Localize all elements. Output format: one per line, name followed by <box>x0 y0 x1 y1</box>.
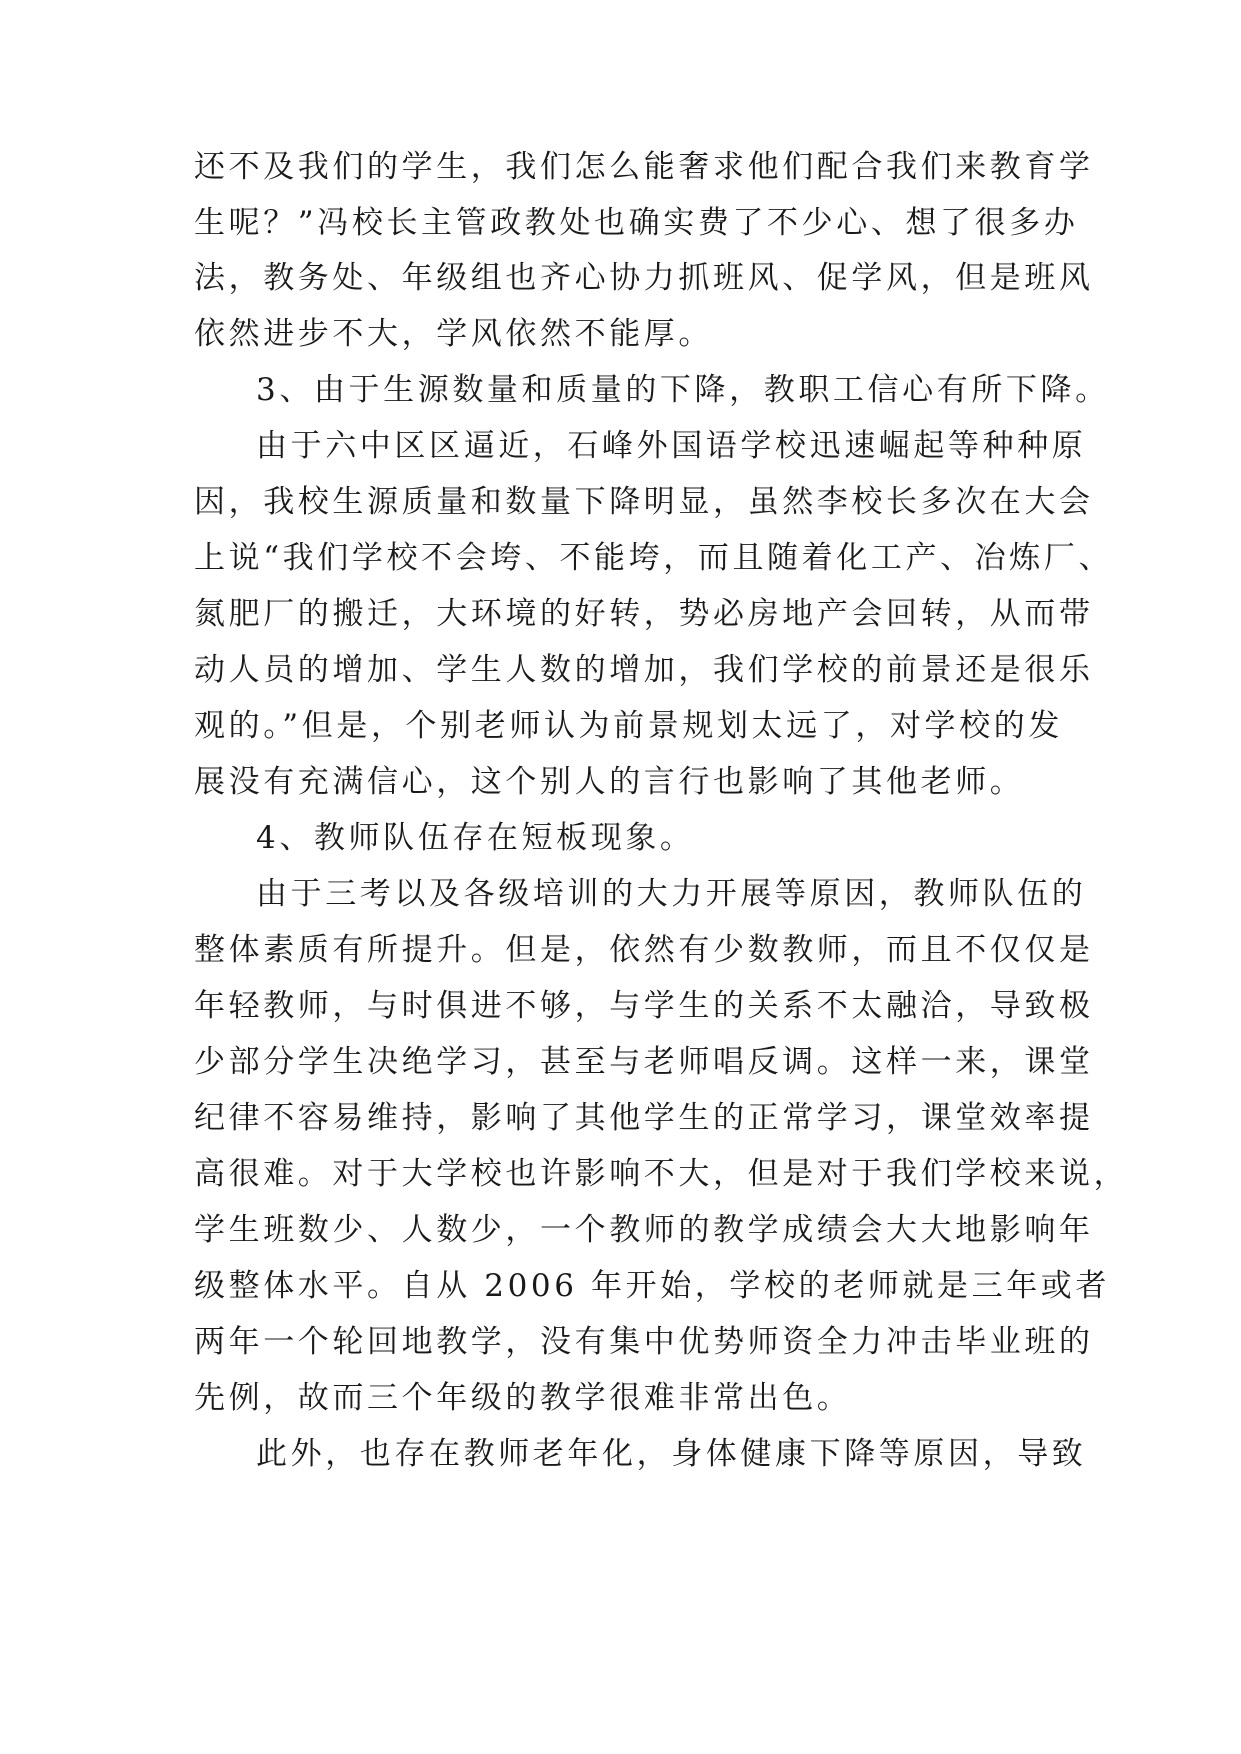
text-line: 由于三考以及各级培训的大力开展等原因，教师队伍的 <box>256 876 1087 912</box>
text-line: 氮肥厂的搬迁，大环境的好转，势必房地产会回转，从而带 <box>194 596 1094 632</box>
text-line: 法，教务处、年级组也齐心协力抓班风、促学风，但是班风 <box>194 260 1094 296</box>
text-line: 此外，也存在教师老年化，身体健康下降等原因，导致 <box>256 1436 1087 1472</box>
text-line: 上说“我们学校不会垮、不能垮，而且随着化工产、冶炼厂、 <box>194 540 1114 576</box>
text-line: 级整体水平。自从 2006 年开始，学校的老师就是三年或者 <box>194 1268 1110 1304</box>
text-line: 由于六中区区逼近，石峰外国语学校迅速崛起等种种原 <box>256 428 1087 464</box>
text-line: 高很难。对于大学校也许影响不大，但是对于我们学校来说， <box>194 1156 1129 1192</box>
text-line: 依然进步不大，学风依然不能厚。 <box>194 316 713 352</box>
text-line: 因，我校生源质量和数量下降明显，虽然李校长多次在大会 <box>194 484 1094 520</box>
section-heading-4: 4、教师队伍存在短板现象。 <box>256 820 695 856</box>
text-line: 动人员的增加、学生人数的增加，我们学校的前景还是很乐 <box>194 652 1094 688</box>
section-heading-3: 3、由于生源数量和质量的下降，教职工信心有所下降。 <box>256 372 1110 408</box>
text-line: 观的。”但是，个别老师认为前景规划太远了，对学校的发 <box>194 708 1063 744</box>
text-line: 两年一个轮回地教学，没有集中优势师资全力冲击毕业班的 <box>194 1324 1094 1360</box>
text-line: 学生班数少、人数少，一个教师的教学成绩会大大地影响年 <box>194 1212 1094 1248</box>
text-line: 纪律不容易维持，影响了其他学生的正常学习，课堂效率提 <box>194 1100 1094 1136</box>
text-line: 少部分学生决绝学习，甚至与老师唱反调。这样一来，课堂 <box>194 1044 1094 1080</box>
text-line: 还不及我们的学生，我们怎么能奢求他们配合我们来教育学 <box>194 149 1094 185</box>
text-line: 先例，故而三个年级的教学很难非常出色。 <box>194 1380 852 1416</box>
text-line: 展没有充满信心，这个别人的言行也影响了其他老师。 <box>194 764 1025 800</box>
text-line: 整体素质有所提升。但是，依然有少数教师，而且不仅仅是 <box>194 932 1094 968</box>
text-line: 年轻教师，与时俱进不够，与学生的关系不太融洽，导致极 <box>194 988 1094 1024</box>
text-line: 生呢？”冯校长主管政教处也确实费了不少心、想了很多办 <box>194 205 1079 241</box>
